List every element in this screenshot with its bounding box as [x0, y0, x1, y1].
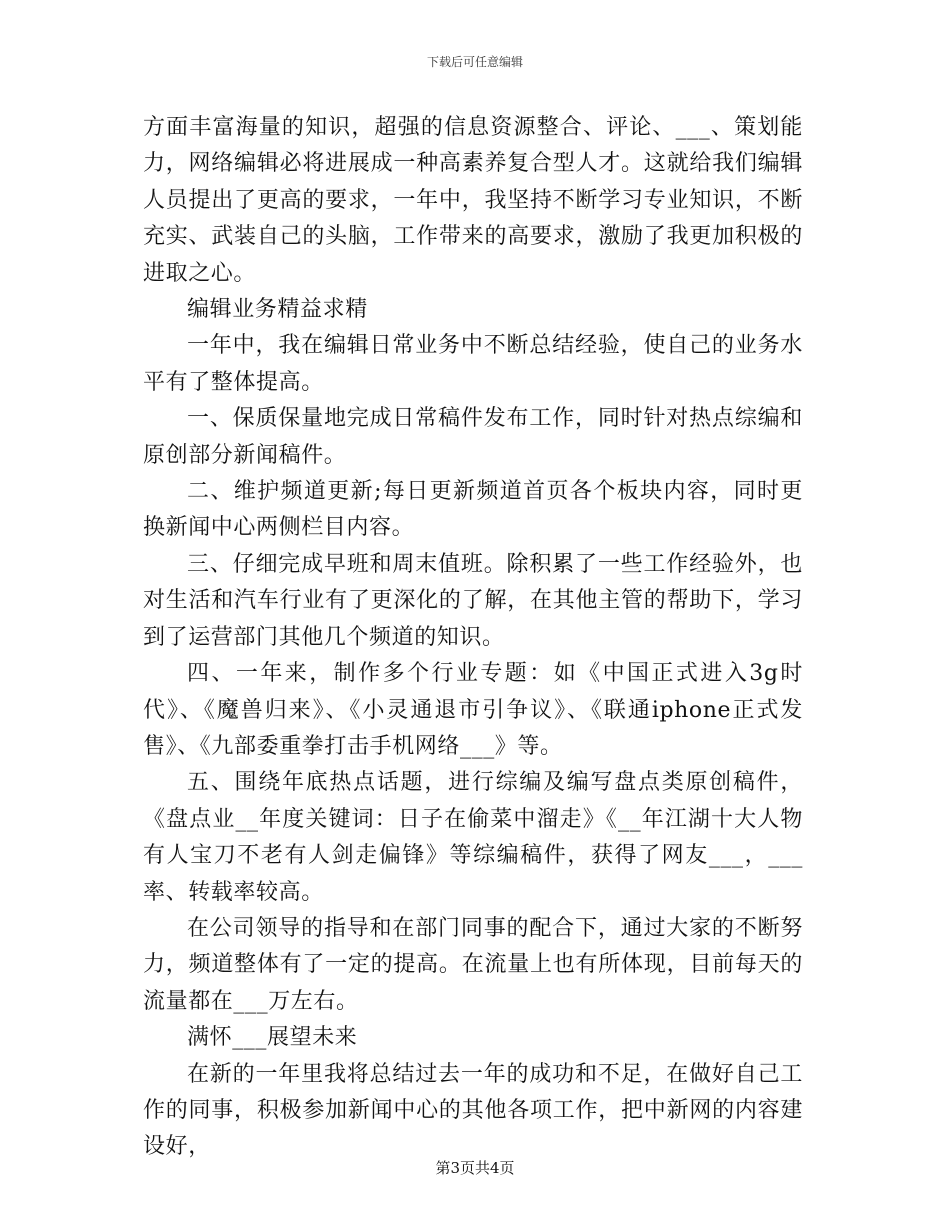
paragraph-item-1: 一、保质保量地完成日常稿件发布工作，同时针对热点综编和原创部分新闻稿件。 — [143, 406, 803, 468]
paragraph-item-3: 三、仔细完成早班和周末值班。除积累了一些工作经验外，也对生活和汽车行业有了更深化的了解，在其他主管的帮助下，学习到了运营部门其他几个频道的知识。 — [143, 551, 803, 650]
paragraph-item-5: 五、围绕年底热点话题，进行综编及编写盘点类原创稿件，《盘点业__年度关键词：日子在偷菜中溜走》《__年江湖十大人物有人宝刀不老有人剑走偏锋》等综编稿件，获得了网友___，___率、转载率较高。 — [143, 770, 803, 905]
paragraph-summary: 一年中，我在编辑日常业务中不断总结经验，使自己的业务水平有了整体提高。 — [143, 333, 803, 395]
paragraph-item-2: 二、维护频道更新;每日更新频道首页各个板块内容，同时更换新闻中心两侧栏目内容。 — [143, 479, 803, 541]
paragraph-team-effort: 在公司领导的指导和在部门同事的配合下，通过大家的不断努力，频道整体有了一定的提高。在流量上也有所体现，目前每天的流量都在___万左右。 — [143, 915, 803, 1014]
document-body — [143, 110, 803, 1166]
paragraph-item-4: 四、一年来，制作多个行业专题：如《中国正式进入3g时代》、《魔兽归来》、《小灵通退市引争议》、《联通iphone正式发售》、《九部委重拳打击手机网络___》等。 — [143, 661, 803, 759]
page-header: 下载后可任意编辑 — [426, 55, 523, 69]
section-heading-future: 满怀___展望未来 — [187, 1025, 358, 1051]
paragraph-continuation: 方面丰富海量的知识，超强的信息资源整合、评论、___、策划能力，网络编辑必将进展成一种高素养复合型人才。这就给我们编辑人员提出了更高的要求，一年中，我坚持不断学习专业知识，不断充实、武装自己的头脑，工作带来的高要求，激励了我更加积极的进取之心。 — [143, 115, 803, 286]
paragraph-future-plan: 在新的一年里我将总结过去一年的成功和不足，在做好自己工作的同事，积极参加新闻中心的其他各项工作，把中新网的内容建设好， — [143, 1061, 803, 1160]
page-footer: 第3页共4页 — [435, 1159, 515, 1177]
section-heading-editing: 编辑业务精益求精 — [187, 297, 368, 323]
